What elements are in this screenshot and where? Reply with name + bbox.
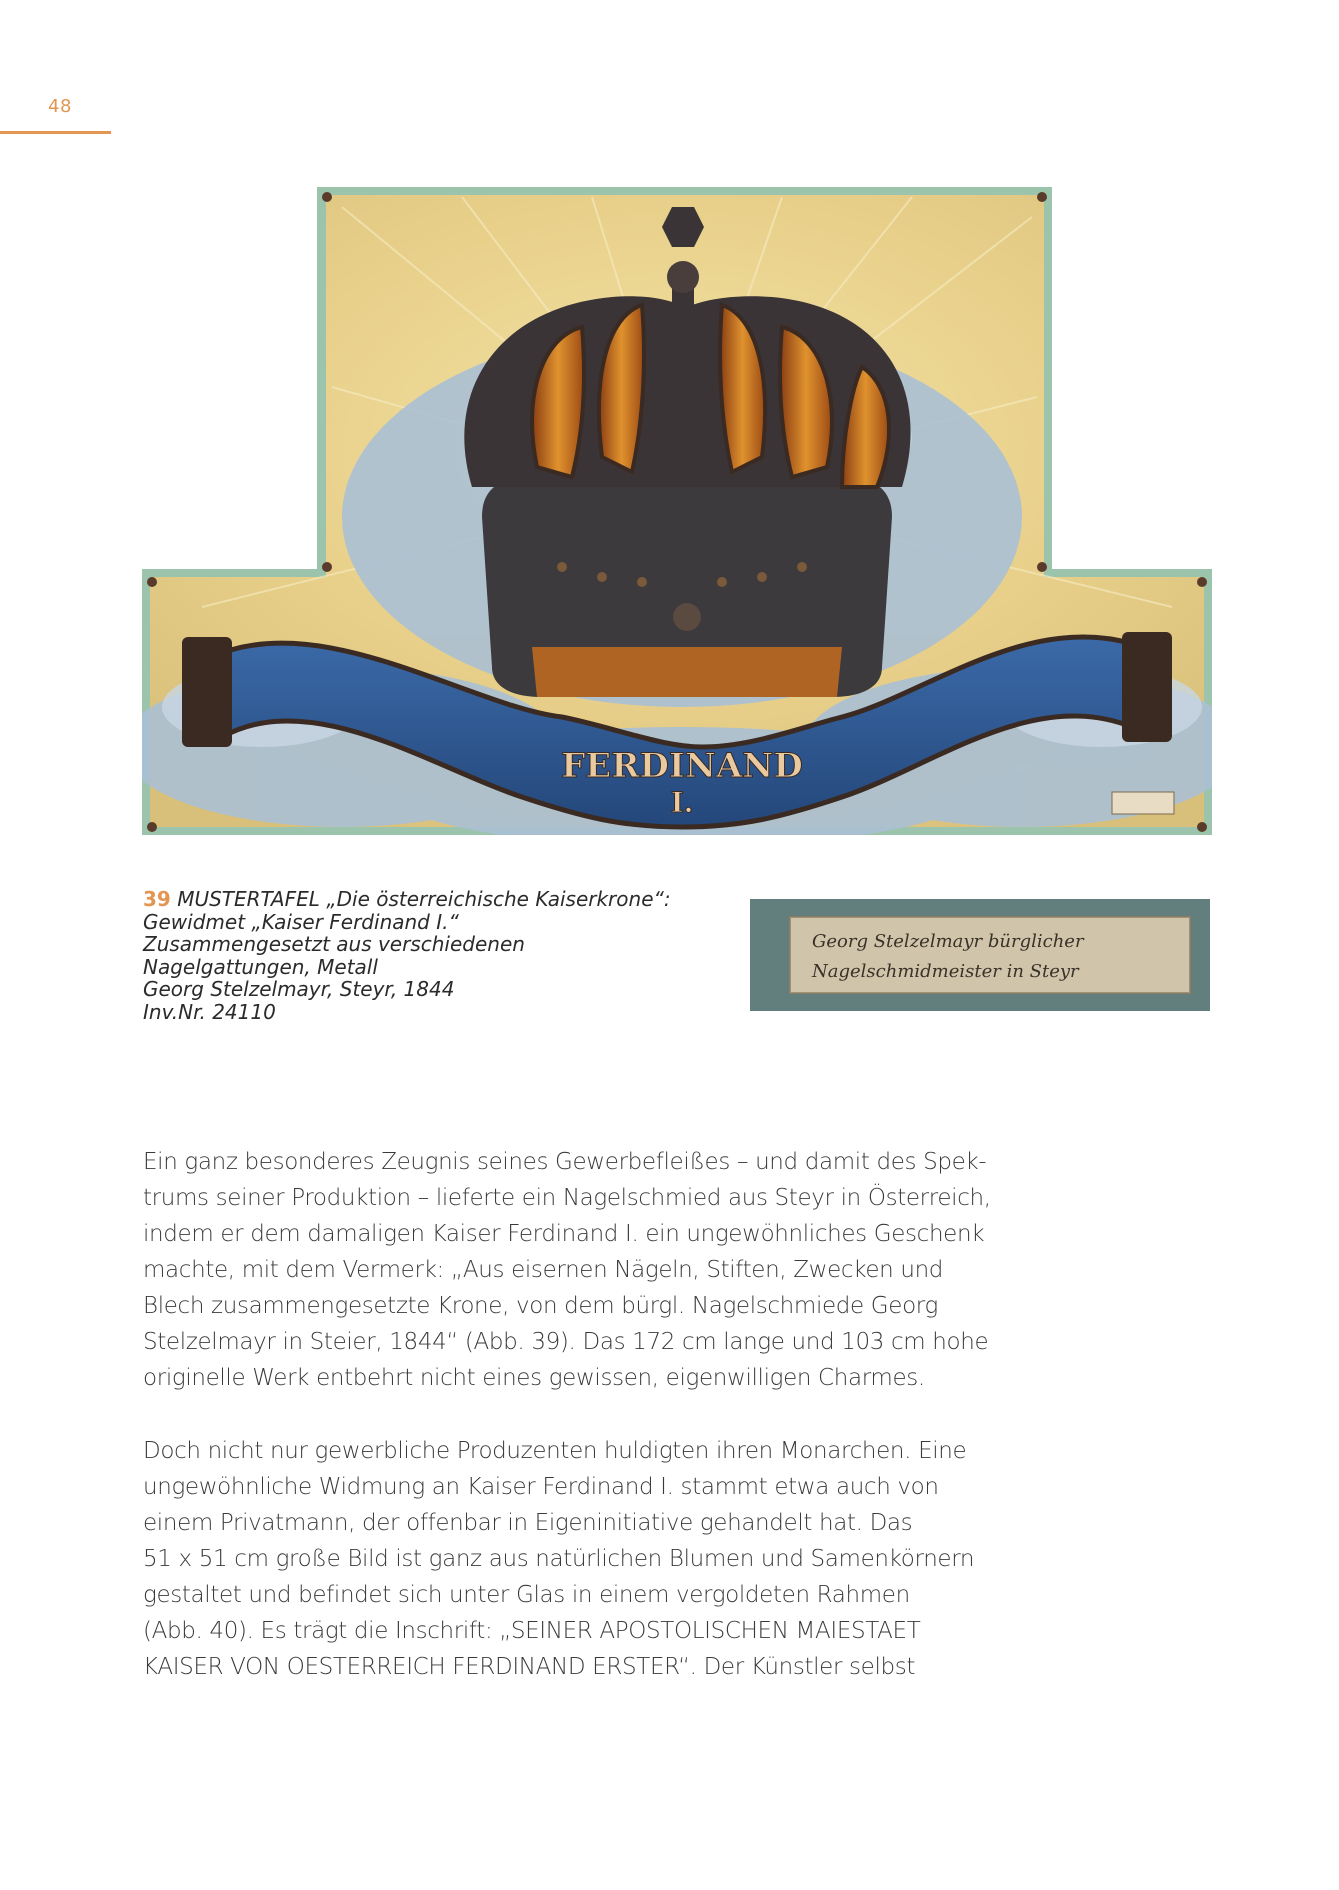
paragraph-1-line: indem er dem damaligen Kaiser Ferdinand I. ein ungewöhnliches Geschenk bbox=[143, 1221, 985, 1247]
signature-line-1: Georg Stelzelmayr bürglicher bbox=[812, 931, 1084, 952]
caption-line-1 bbox=[143, 888, 703, 911]
paragraph-2-line: gestaltet und befindet sich unter Glas in einem vergoldeten Rahmen bbox=[143, 1582, 910, 1608]
paragraph-2-line: Doch nicht nur gewerbliche Produzenten huldigten ihren Monarchen. Eine bbox=[143, 1438, 967, 1464]
paragraph-1-line: originelle Werk entbehrt nicht eines gewissen, eigenwilligen Charmes. bbox=[143, 1365, 925, 1391]
body-paragraph-2 bbox=[143, 1433, 1043, 1685]
paragraph-2-line: 51 x 51 cm große Bild ist ganz aus natürlichen Blumen und Samenkörnern bbox=[143, 1546, 975, 1572]
paragraph-1-line: machte, mit dem Vermerk: „Aus eisernen Nägeln, Stiften, Zwecken und bbox=[143, 1257, 944, 1283]
roman-numeral-inscription: I. bbox=[670, 786, 694, 819]
paragraph-2-line: ungewöhnliche Widmung an Kaiser Ferdinand I. stammt etwa auch von bbox=[143, 1474, 939, 1500]
page-number: 48 bbox=[48, 96, 72, 117]
paragraph-1-line: Ein ganz besonderes Zeugnis seines Gewerbefleißes – und damit des Spek- bbox=[143, 1149, 987, 1175]
caption-line-4: Nagelgattungen, Metall bbox=[143, 954, 378, 979]
paragraph-2-line: einem Privatmann, der offenbar in Eigeninitiative gehandelt hat. Das bbox=[143, 1510, 913, 1536]
caption-title: MUSTERTAFEL „Die österreichische Kaiserkrone“: bbox=[170, 887, 671, 911]
caption-line-2: Gewidmet „Kaiser Ferdinand I.“ bbox=[143, 909, 459, 934]
crown-pattern-board-photo bbox=[142, 187, 1212, 835]
paragraph-1-line: Blech zusammengesetzte Krone, von dem bürgl. Nagelschmiede Georg bbox=[143, 1293, 938, 1319]
ferdinand-inscription: FERDINAND bbox=[561, 746, 803, 786]
figure-caption bbox=[143, 888, 703, 1023]
caption-line-5: Georg Stelzelmayr, Steyr, 1844 bbox=[143, 977, 455, 1001]
caption-line-6: Inv.Nr. 24110 bbox=[143, 999, 276, 1024]
signature-line-2: Nagelschmidmeister in Steyr bbox=[812, 961, 1079, 982]
body-paragraph-1 bbox=[143, 1144, 1043, 1396]
figure-number: 39 bbox=[143, 887, 171, 911]
paragraph-2-line: KAISER VON OESTERREICH FERDINAND ERSTER“. Der Künstler selbst bbox=[143, 1654, 916, 1680]
paragraph-2-line: (Abb. 40). Es trägt die Inschrift: „SEINER APOSTOLISCHEN MAIESTAET bbox=[143, 1618, 921, 1644]
paragraph-1-line: trums seiner Produktion – lieferte ein Nagelschmied aus Steyr in Österreich, bbox=[143, 1185, 991, 1211]
paragraph-1-line: Stelzelmayr in Steier, 1844“ (Abb. 39). Das 172 cm lange und 103 cm hohe bbox=[143, 1329, 989, 1355]
page-number-rule bbox=[0, 131, 111, 134]
caption-line-3: Zusammengesetzt aus verschiedenen bbox=[143, 932, 525, 956]
signature-plate-detail-photo bbox=[750, 899, 1210, 1011]
